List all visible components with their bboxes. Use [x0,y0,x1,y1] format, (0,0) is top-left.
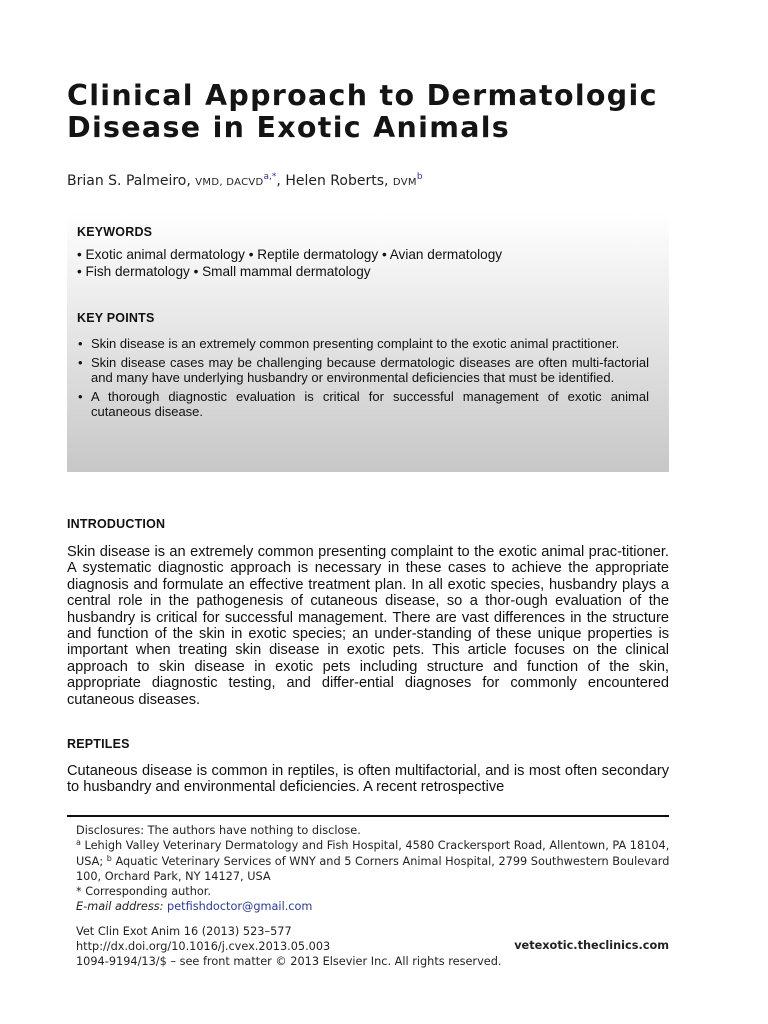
journal-website: vetexotic.theclinics.com [514,939,669,952]
key-point-item: • Skin disease is an extremely common presenting complaint to the exotic animal practitioner. [77,336,649,351]
disclosures-note: Disclosures: The authors have nothing to disclose. [76,824,361,837]
email-link[interactable]: petfishdoctor@gmail.com [167,900,313,914]
keywords-line: • Exotic animal dermatology • Reptile dermatology • Avian dermatology [77,247,503,262]
affiliation-marker: b [416,172,423,182]
author-name: Brian S. Palmeiro, [67,173,191,189]
reptiles-heading: REPTILES [67,737,130,751]
title-line-1: Clinical Approach to Dermatologic [67,79,658,112]
title-line-2: Disease in Exotic Animals [67,111,511,144]
doi-link[interactable]: http://dx.doi.org/10.1016/j.cvex.2013.05.003 [76,940,331,953]
keywords-list [77,246,502,280]
keywords-keypoints-box [67,213,669,472]
author-credentials: DVM [392,177,417,188]
key-points-heading: KEY POINTS [77,311,155,325]
copyright-line: 1094-9194/13/$ – see front matter © 2013 Elsevier Inc. All rights reserved. [76,955,502,968]
keywords-heading: KEYWORDS [77,225,153,239]
affiliation-b: Aquatic Veterinary Services of WNY and 5 Corners Animal Hospital, 2799 Southwestern Boulevard 100, Orchard Park, NY 14127, USA [76,854,670,883]
author-name: Helen Roberts, [285,173,389,189]
footnotes [76,823,672,915]
affiliation-marker: b [106,853,112,863]
introduction-paragraph: Skin disease is an extremely common presenting complaint to the exotic animal prac-titioner. A systematic diagnostic approach is necessary in these cases to achieve the appropriate diagnosis and formulate an effective treatment plan. In all exotic species, husbandry plays a central role in the pathogenesis of cutaneous disease, so a thor-ough evaluation of the husbandry is critical for successful management. There are vast differences in the structure and function of the skin in exotic species; an under-standing of these unique properties is important when treating skin disease in exotic pets. This article focuses on the clinical approach to skin disease in exotic pets including structure and function of the skin, appropriate diagnostic testing, and differ-ential diagnoses for commonly encountered cutaneous diseases. [67,544,669,708]
article-title [67,80,687,144]
footnote-divider [67,815,669,817]
affiliation-a: Lehigh Valley Veterinary Dermatology and Fish Hospital, 4580 Crackersport Road, Allentown, PA 18104, USA; [76,839,670,868]
journal-citation: Vet Clin Exot Anim 16 (2013) 523–577 [76,925,292,938]
reptiles-paragraph: Cutaneous disease is common in reptiles, is often multifactorial, and is most often secondary to husbandry and environmental deficiencies. A recent retrospective [67,763,669,796]
author-credentials: VMD, DACVD [195,177,264,188]
keywords-line: • Fish dermatology • Small mammal dermatology [77,264,371,279]
key-point-item: • Skin disease cases may be challenging because dermatologic diseases are often multi-factorial and many have underlying husbandry or environmental deficiencies that must be identified. [77,355,649,385]
email-note [76,899,672,914]
introduction-heading: INTRODUCTION [67,517,166,531]
key-point-item: • A thorough diagnostic evaluation is critical for successful management of exotic animal cutaneous disease. [77,389,649,419]
author-separator: , [276,173,286,189]
email-label: E-mail address: [76,900,164,914]
corresponding-author-note: * Corresponding author. [76,885,211,899]
affiliation-marker: a [76,838,81,848]
affiliation-marker: a,* [263,172,277,182]
author-line [67,173,423,189]
affiliations-note [76,838,672,884]
key-points-list [77,336,649,423]
